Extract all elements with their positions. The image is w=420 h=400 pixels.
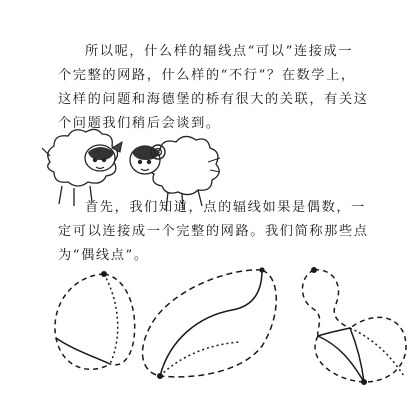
- graph-figure-1: [55, 271, 135, 369]
- paragraph-2-line-3: 为“偶线点”。: [58, 248, 149, 263]
- graph-figure-2: [143, 267, 277, 379]
- paragraph-1-line-3: 这样的问题和海德堡的桥有很大的关联，有关这: [58, 92, 369, 107]
- paragraph-1-line-2: 个完整的网路，什么样的“不行”？在数学上，: [58, 68, 356, 83]
- graph-figure-3: [302, 267, 406, 385]
- paragraph-2-line-1: 首先，我们知道，点的辐线如果是偶数，一: [85, 200, 366, 215]
- paragraph-2-line-2: 定可以连接成一个完整的网路。我们简称那些点: [58, 224, 369, 239]
- even-vertex-graphs-figure: [0, 258, 420, 400]
- paragraph-1-line-4: 个问题我们稍后会谈到。: [58, 116, 221, 131]
- paragraph-1-line-1: 所以呢，什么样的辐线点“可以”连接成一: [85, 44, 354, 59]
